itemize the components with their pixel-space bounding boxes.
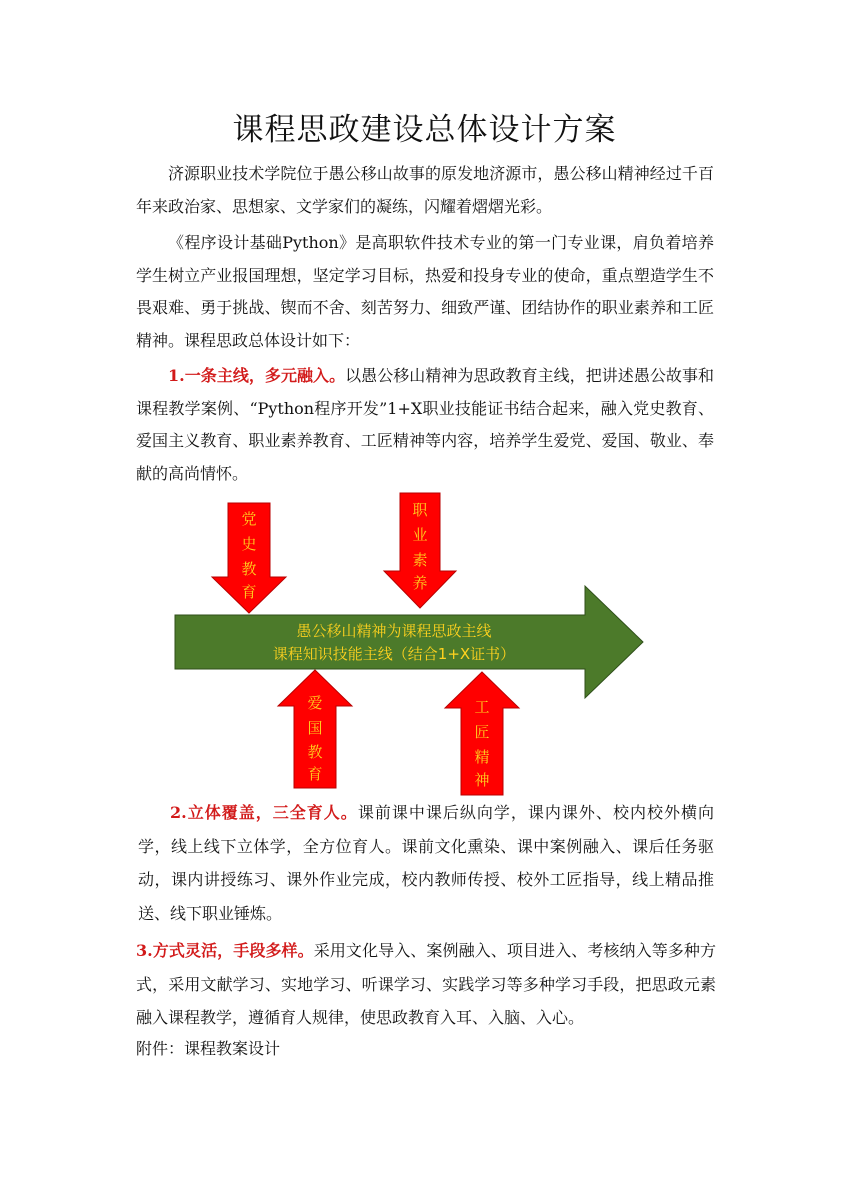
paragraph-methods-body: 采用文化导入、案例融入、项目进入、考核纳入等多种方式，采用文献学习、实地学习、听课学习、实践学习等多种学习手段，把思政元素融入课程教学，遵循育人规律，使思政教育入耳、入脑、入心。 (136, 941, 716, 1027)
paragraph-three-all (138, 796, 714, 930)
party-history-char-4: 育 (241, 583, 257, 601)
heading-three-all: 2.立体覆盖，三全育人。 (170, 803, 358, 822)
patriotism-char-1: 爱 (307, 694, 323, 712)
party-history-char-1: 党 (241, 510, 257, 528)
paragraph-main-line-body: 以愚公移山精神为思政教育主线，把讲述愚公故事和课程教学案例、“Python程序开发”1+X职业技能证书结合起来，融入党史教育、爱国主义教育、职业素养教育、工匠精神等内容，培养学生爱党、爱国、敬业、奉献的高尚情怀。 (136, 366, 714, 483)
document-title: 课程思政建设总体设计方案 (232, 112, 617, 148)
main-line-text-1: 愚公移山精神为课程思政主线 (296, 622, 492, 640)
paragraph-course: 《程序设计基础Python》是高职软件技术专业的第一门专业课，肩负着培养学生树立产业报国理想，坚定学习目标，热爱和投身专业的使命，重点塑造学生不畏艰难、勇于挑战、锲而不舍、刻苦努力、细致严谨、团结协作的职业素养和工匠精神。课程思政总体设计如下： (136, 233, 714, 350)
party-history-char-3: 教 (241, 560, 257, 578)
professional-quality-char-2: 业 (412, 526, 428, 544)
patriotism-char-4: 育 (307, 765, 323, 783)
professional-quality-char-3: 素 (412, 551, 428, 569)
craftsman-spirit-char-4: 神 (474, 771, 490, 789)
party-history-char-2: 史 (241, 535, 257, 553)
paragraph-intro: 济源职业技术学院位于愚公移山故事的原发地济源市，愚公移山精神经过千百年来政治家、思想家、文学家们的凝练，闪耀着熠熠光彩。 (136, 164, 714, 216)
attachment-note: 附件：课程教案设计 (136, 1039, 281, 1058)
professional-quality-char-1: 职 (412, 501, 428, 519)
heading-main-line: 1.一条主线，多元融入。 (168, 366, 346, 385)
main-line-text-2: 课程知识技能主线（结合1+X证书） (272, 645, 516, 663)
paragraph-three-all-body: 课前课中课后纵向学，课内课外、校内校外横向学，线上线下立体学，全方位育人。课前文化熏染、课中案例融入、课后任务驱动，课内讲授练习、课外作业完成，校内教师传授、校外工匠指导，线上精品推送、线下职业锤炼。 (138, 803, 714, 923)
heading-methods: 3.方式灵活，手段多样。 (136, 941, 314, 960)
patriotism-char-2: 国 (307, 719, 323, 737)
craftsman-spirit-char-2: 匠 (474, 723, 490, 741)
craftsman-spirit-char-1: 工 (474, 698, 490, 716)
patriotism-char-3: 教 (307, 743, 323, 761)
professional-quality-char-4: 养 (412, 574, 428, 592)
paragraph-methods (136, 934, 716, 1035)
craftsman-spirit-char-3: 精 (474, 748, 490, 766)
